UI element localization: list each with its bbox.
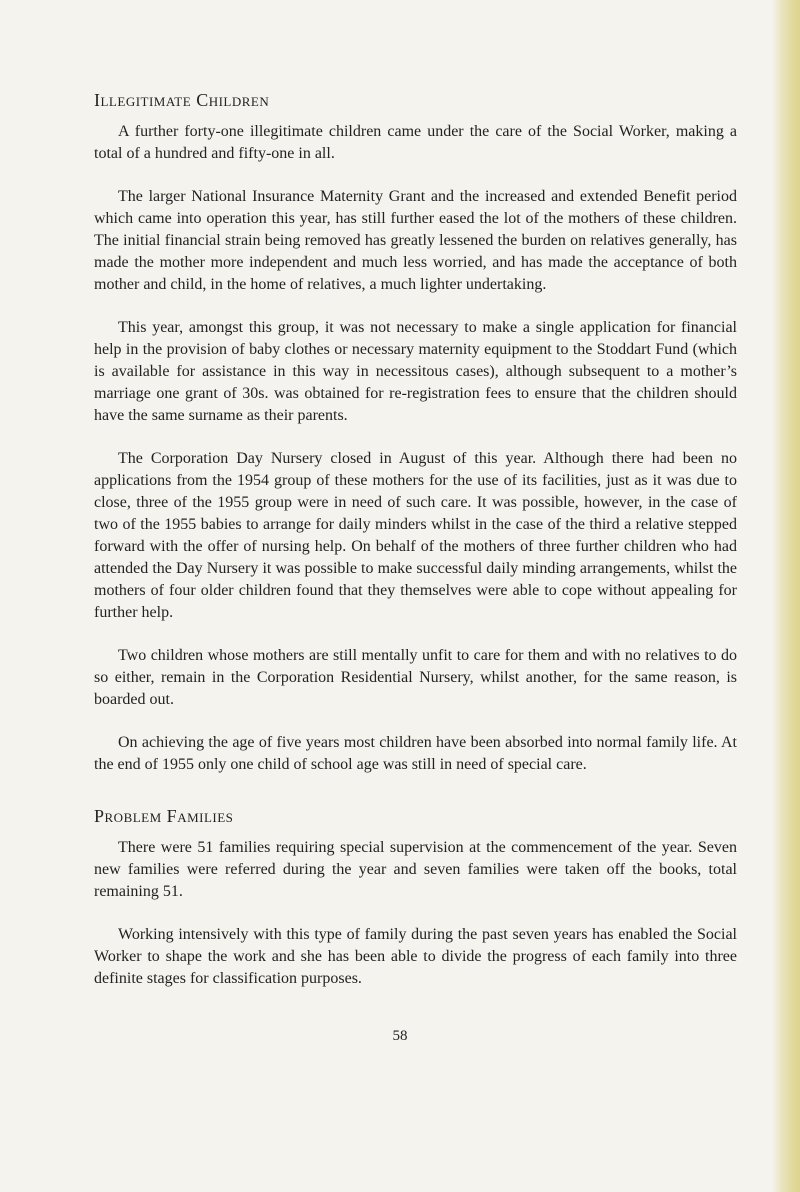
- page-edge: [772, 0, 800, 1192]
- paragraph: The Corporation Day Nursery closed in August of this year. Although there had been no applications from the 1954 group of these mothers for the use of its facilities, just as it was due to close, three of the 1955 group were in need of such care. It was possible, however, in the case of two of the 1955 babies to arrange for daily minders whilst in the case of the third a relative stepped forward with the offer of nursing help. On behalf of the mothers of three further children who had attended the Day Nursery it was possible to make successful daily minding arrangements, whilst the mothers of four older children found that they themselves were able to cope without appealing for further help.: [94, 450, 737, 621]
- paragraph: The larger National Insurance Maternity Grant and the increased and extended Benefit period which came into operation this year, has still further eased the lot of the mothers of these children. The initial financial strain being removed has greatly lessened the burden on relatives generally, has made the mother more independent and much less worried, and has made the acceptance of both mother and child, in the home of relatives, a much lighter undertaking.: [94, 188, 737, 293]
- paragraph: There were 51 families requiring special supervision at the commencement of the year. Seven new families were referred during the year and seven families were taken off the books, total remaining 51.: [94, 839, 737, 900]
- paragraph: Working intensively with this type of family during the past seven years has enabled the Social Worker to shape the work and she has been able to divide the progress of each family into three definite stages for classification purposes.: [94, 926, 737, 987]
- paragraph: On achieving the age of five years most children have been absorbed into normal family life. At the end of 1955 only one child of school age was still in need of special care.: [94, 734, 737, 773]
- paragraph: Two children whose mothers are still mentally unfit to care for them and with no relatives to do so either, remain in the Corporation Residential Nursery, whilst another, for the same reason, is boarded out.: [94, 647, 737, 708]
- page-number: 58: [392, 1028, 408, 1044]
- document-body: [94, 90, 737, 1011]
- paragraph: A further forty-one illegitimate children came under the care of the Social Worker, making a total of a hundred and fifty-one in all.: [94, 123, 737, 162]
- section-heading-problem-families: Problem Families: [94, 806, 234, 826]
- section-heading-illegitimate-children: Illegitimate Children: [94, 90, 270, 110]
- paragraph: This year, amongst this group, it was not necessary to make a single application for financial help in the provision of baby clothes or necessary maternity equipment to the Stoddart Fund (which is available for assistance in this way in necessitous cases), although subsequent to a mother’s marriage one grant of 30s. was obtained for re-registration fees to ensure that the children should have the same surname as their parents.: [94, 319, 737, 424]
